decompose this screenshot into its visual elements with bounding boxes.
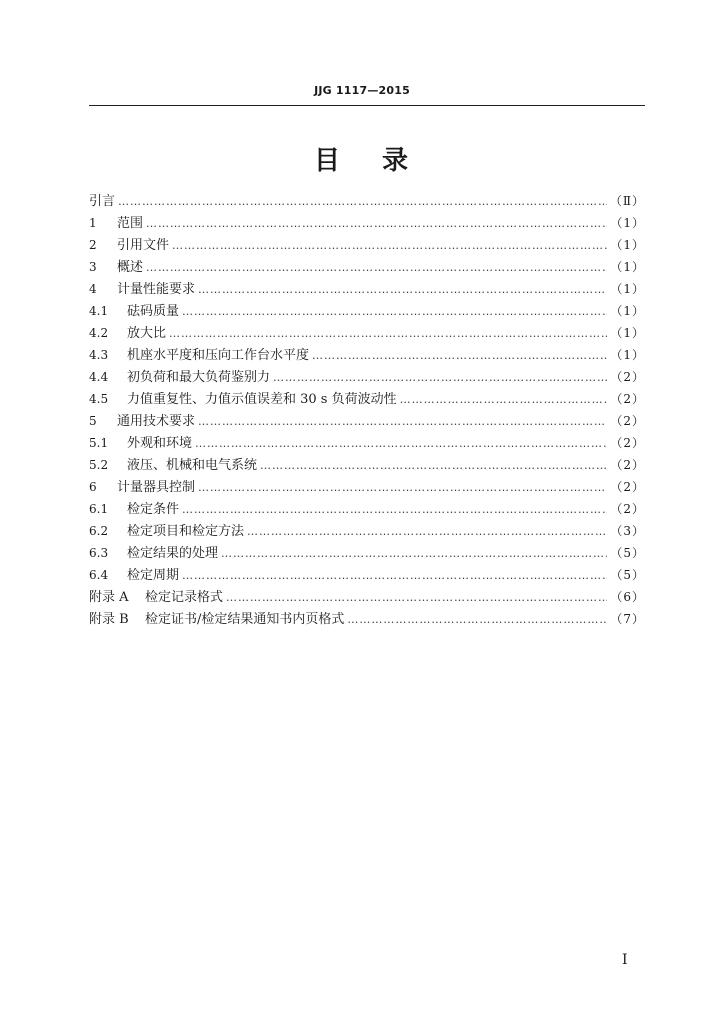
- toc-entry[interactable]: [89, 542, 645, 564]
- toc-entry-title: 引用文件: [117, 238, 170, 253]
- toc-entry-number: 5.1: [89, 436, 109, 450]
- toc-entry-page: （1）: [610, 304, 645, 318]
- toc-entry-page: （2）: [610, 414, 645, 428]
- toc-entry[interactable]: [89, 344, 645, 366]
- toc-leader-dots: [312, 345, 607, 367]
- toc-leader-dots: [198, 279, 607, 301]
- toc-entry[interactable]: [89, 300, 645, 322]
- toc-entry-number: 3: [89, 260, 97, 274]
- toc-entry-page: （2）: [610, 502, 645, 516]
- table-of-contents: [89, 190, 645, 630]
- toc-entry-page: （2）: [610, 436, 645, 450]
- toc-entry-title: 机座水平度和压向工作台水平度: [127, 348, 310, 363]
- toc-entry-number: 5: [89, 414, 97, 428]
- toc-leader-dots: [247, 521, 607, 543]
- toc-leader-dots: [172, 235, 607, 257]
- toc-entry-number: 6.1: [89, 502, 109, 516]
- toc-entry[interactable]: [89, 256, 645, 278]
- toc-entry-title: 放大比: [127, 326, 167, 341]
- toc-leader-dots: [400, 389, 608, 411]
- toc-entry[interactable]: [89, 454, 645, 476]
- toc-entry-title: 检定证书/检定结果通知书内页格式: [145, 612, 345, 627]
- toc-entry-title: 检定周期: [127, 568, 180, 583]
- toc-entry-page: （1）: [610, 326, 645, 340]
- toc-leader-dots: [182, 565, 607, 587]
- toc-entry-page: （1）: [610, 282, 645, 296]
- toc-entry[interactable]: [89, 366, 645, 388]
- toc-entry-title: 初负荷和最大负荷鉴别力: [127, 370, 271, 385]
- toc-entry-page: （7）: [610, 612, 645, 626]
- toc-leader-dots: [260, 455, 607, 477]
- toc-entry-page: （2）: [610, 370, 645, 384]
- toc-entry[interactable]: [89, 388, 645, 410]
- toc-entry-number: 4: [89, 282, 97, 296]
- toc-entry-title: 通用技术要求: [117, 414, 196, 429]
- toc-entry-number: 4.2: [89, 326, 109, 340]
- toc-leader-dots: [221, 543, 607, 565]
- toc-entry[interactable]: [89, 410, 645, 432]
- toc-entry-title: 液压、机械和电气系统: [127, 458, 258, 473]
- toc-leader-dots: [118, 191, 607, 213]
- toc-entry[interactable]: [89, 520, 645, 542]
- toc-entry-number: 5.2: [89, 458, 109, 472]
- toc-entry-title: 力值重复性、力值示值误差和 30 s 负荷波动性: [127, 392, 397, 407]
- toc-entry-number: 6: [89, 480, 97, 494]
- toc-leader-dots: [273, 367, 607, 389]
- toc-leader-dots: [226, 587, 607, 609]
- toc-entry[interactable]: [89, 608, 645, 630]
- title-char-2: 录: [382, 146, 411, 176]
- toc-entry-page: （1）: [610, 348, 645, 362]
- page-title: [0, 140, 724, 177]
- toc-entry-title: 概述: [117, 260, 144, 275]
- toc-entry[interactable]: [89, 212, 645, 234]
- running-header: JJG 1117—2015: [314, 84, 410, 97]
- toc-entry-page: （6）: [610, 590, 645, 604]
- toc-entry-page: （2）: [610, 458, 645, 472]
- page-number: Ⅰ: [622, 952, 628, 968]
- toc-entry-title: 计量性能要求: [117, 282, 196, 297]
- toc-entry-number: 4.4: [89, 370, 109, 384]
- toc-entry-page: （2）: [610, 480, 645, 494]
- toc-entry-title: 检定结果的处理: [127, 546, 219, 561]
- toc-entry-title: 外观和环境: [127, 436, 193, 451]
- toc-entry-number: 附录 A: [89, 590, 129, 605]
- toc-leader-dots: [182, 301, 607, 323]
- toc-entry[interactable]: [89, 498, 645, 520]
- toc-entry-title: 计量器具控制: [117, 480, 196, 495]
- toc-leader-dots: [182, 499, 607, 521]
- toc-entry[interactable]: [89, 476, 645, 498]
- toc-leader-dots: [198, 477, 607, 499]
- toc-entry-page: （2）: [610, 392, 645, 406]
- toc-leader-dots: [146, 257, 607, 279]
- toc-entry-title: 引言: [89, 194, 116, 209]
- title-char-1: 目: [313, 146, 342, 176]
- toc-entry-number: 6.3: [89, 546, 109, 560]
- toc-leader-dots: [198, 411, 607, 433]
- toc-entry-number: 4.5: [89, 392, 109, 406]
- toc-entry-page: （1）: [610, 260, 645, 274]
- toc-entry-number: 4.3: [89, 348, 109, 362]
- toc-entry[interactable]: [89, 564, 645, 586]
- toc-entry-page: （3）: [610, 524, 645, 538]
- toc-entry[interactable]: [89, 322, 645, 344]
- toc-entry-number: 6.4: [89, 568, 109, 582]
- toc-entry-title: 检定记录格式: [145, 590, 224, 605]
- toc-entry-number: 6.2: [89, 524, 109, 538]
- header-divider: [89, 105, 645, 106]
- toc-leader-dots: [169, 323, 607, 345]
- toc-entry-page: （1）: [610, 216, 645, 230]
- toc-entry-title: 范围: [117, 216, 144, 231]
- toc-entry-number: 1: [89, 216, 97, 230]
- toc-leader-dots: [347, 609, 607, 631]
- toc-entry-title: 砝码质量: [127, 304, 180, 319]
- toc-leader-dots: [146, 213, 607, 235]
- toc-entry-page: （1）: [610, 238, 645, 252]
- toc-entry[interactable]: [89, 234, 645, 256]
- toc-entry-number: 附录 B: [89, 612, 129, 627]
- toc-entry-page: （5）: [610, 546, 645, 560]
- toc-entry[interactable]: [89, 278, 645, 300]
- toc-entry[interactable]: [89, 190, 645, 212]
- toc-entry[interactable]: [89, 586, 645, 608]
- toc-entry-number: 4.1: [89, 304, 109, 318]
- toc-entry-page: （Ⅱ）: [609, 194, 645, 208]
- toc-entry-title: 检定项目和检定方法: [127, 524, 245, 539]
- toc-entry-page: （5）: [610, 568, 645, 582]
- toc-leader-dots: [195, 433, 607, 455]
- toc-entry[interactable]: [89, 432, 645, 454]
- toc-entry-title: 检定条件: [127, 502, 180, 517]
- toc-entry-number: 2: [89, 238, 97, 252]
